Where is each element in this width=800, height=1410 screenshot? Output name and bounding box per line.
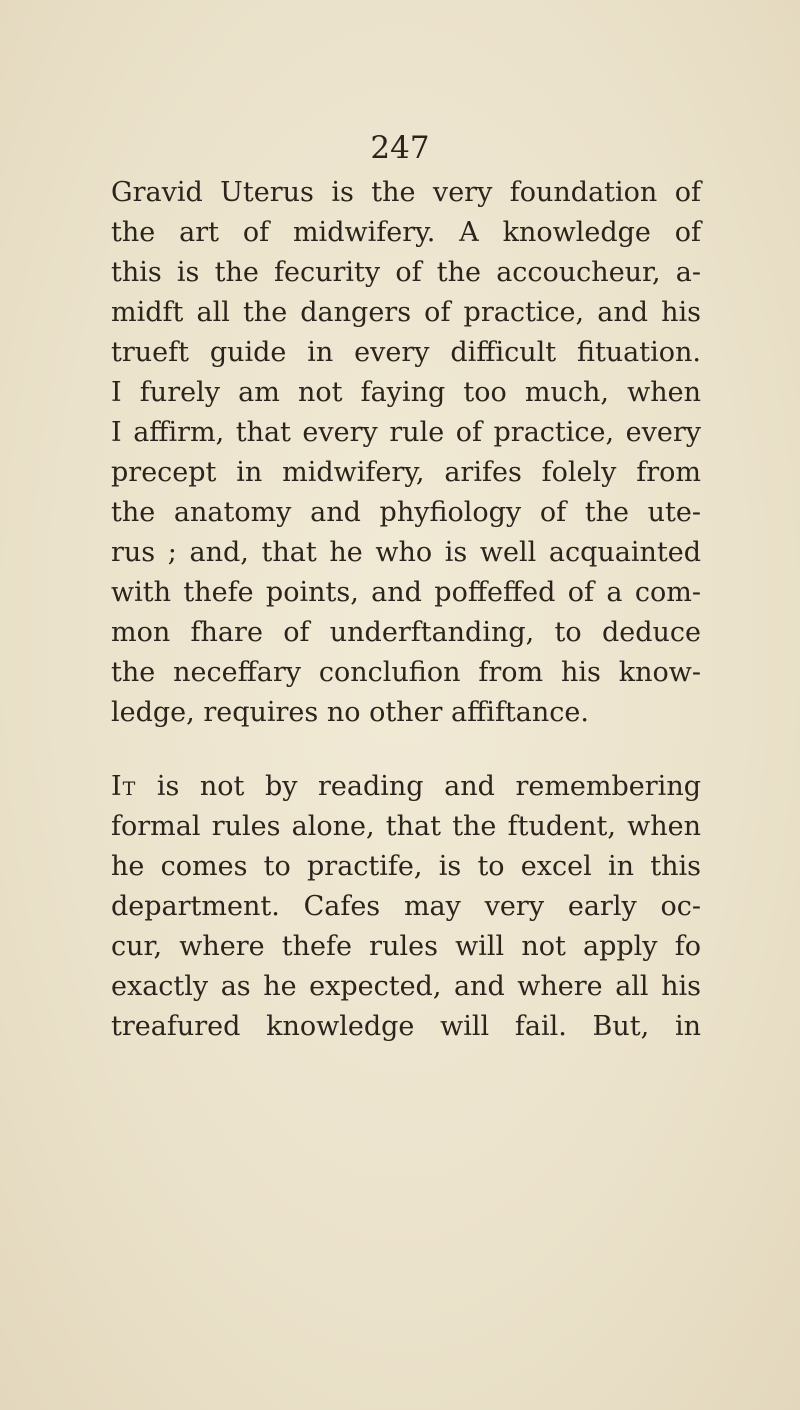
body-text bbox=[111, 173, 701, 1047]
text-line: formal rules alone, that the ftudent, when bbox=[111, 811, 701, 842]
text-line: the anatomy and phyfiology of the ute- bbox=[111, 497, 701, 528]
text-line: this is the fecurity of the accoucheur, a- bbox=[111, 257, 701, 288]
paragraph-gap bbox=[111, 733, 701, 767]
text-line: treafured knowledge will fail. But, in bbox=[111, 1011, 701, 1042]
text-line: midft all the dangers of practice, and his bbox=[111, 297, 701, 328]
paragraph-1 bbox=[111, 173, 701, 733]
text-line: trueft guide in every difficult fituation. bbox=[111, 337, 701, 368]
text-line: I affirm, that every rule of practice, every bbox=[111, 417, 701, 448]
text-line: with thefe points, and poffeffed of a com- bbox=[111, 577, 701, 608]
text-line-rest: is not by reading and remembering bbox=[136, 771, 701, 802]
small-caps-word: It bbox=[111, 771, 137, 802]
text-line: cur, where thefe rules will not apply fo bbox=[111, 931, 701, 962]
text-line: ledge, requires no other affiftance. bbox=[111, 697, 589, 728]
text-line: I furely am not faying too much, when bbox=[111, 377, 701, 408]
text-line: exactly as he expected, and where all his bbox=[111, 971, 701, 1002]
text-line-first bbox=[111, 767, 701, 807]
text-line: he comes to practife, is to excel in this bbox=[111, 851, 701, 882]
text-line: rus ; and, that he who is well acquainted bbox=[111, 537, 701, 568]
text-line: the art of midwifery. A knowledge of bbox=[111, 217, 701, 248]
text-line: mon fhare of underftanding, to deduce bbox=[111, 617, 701, 648]
text-line: precept in midwifery, arifes folely from bbox=[111, 457, 701, 488]
paragraph-2 bbox=[111, 767, 701, 1047]
page-number: 247 bbox=[370, 130, 430, 166]
text-line: department. Cafes may very early oc- bbox=[111, 891, 701, 922]
text-line: Gravid Uterus is the very foundation of bbox=[111, 177, 701, 208]
text-line: the neceffary conclufion from his know- bbox=[111, 657, 701, 688]
